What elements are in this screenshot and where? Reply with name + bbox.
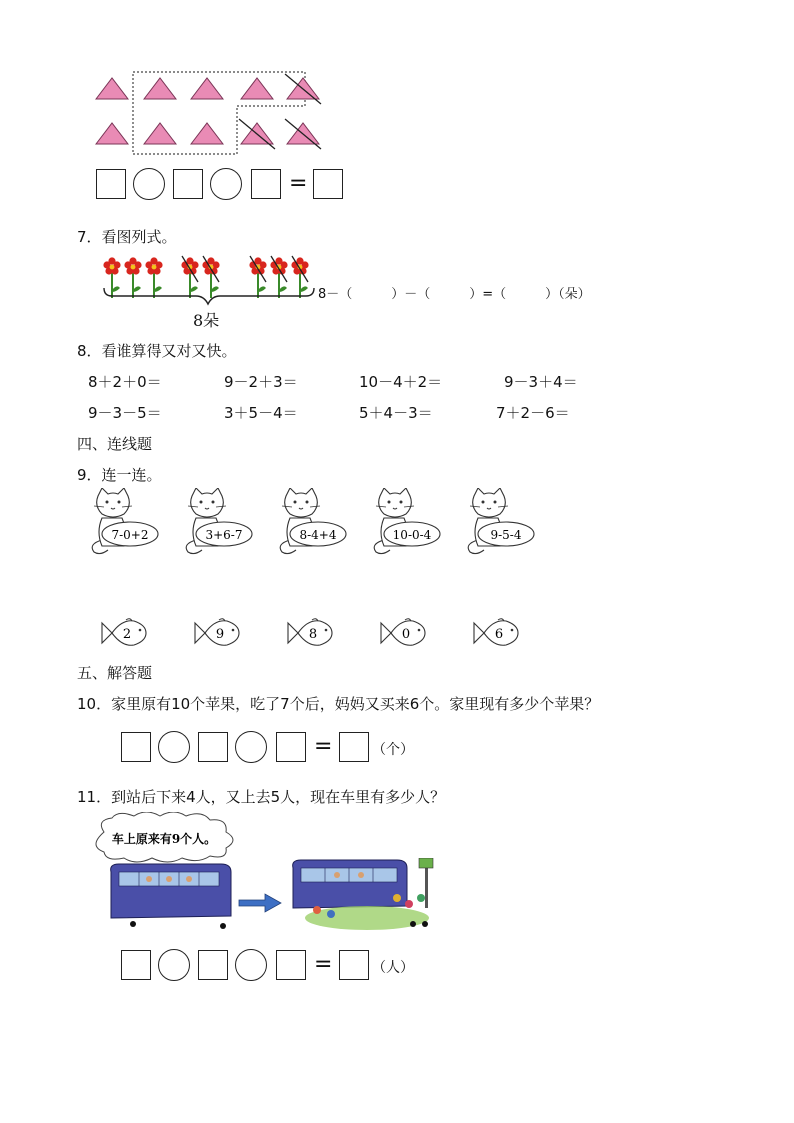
- triangle: [191, 78, 223, 99]
- expression[interactable]: 9－2＋3＝: [224, 373, 298, 391]
- fish-card-5[interactable]: [474, 619, 518, 646]
- triangle: [96, 123, 128, 144]
- fish-number: 6: [494, 627, 504, 642]
- answer-box[interactable]: [96, 169, 126, 199]
- q8-label: 8．看谁算得又对又快。: [77, 342, 237, 360]
- triangle: [144, 123, 176, 144]
- fish-card-3[interactable]: [288, 619, 332, 646]
- equals-sign: =: [314, 952, 333, 977]
- flower: [124, 257, 141, 298]
- q7-label: 7．看图列式。: [77, 228, 177, 246]
- answer-box[interactable]: [121, 732, 151, 762]
- expression[interactable]: 8＋2＋0＝: [88, 373, 162, 391]
- fish-number: 2: [122, 627, 132, 642]
- operator-circle[interactable]: [158, 731, 190, 763]
- triangle: [191, 123, 223, 144]
- operator-circle[interactable]: [235, 731, 267, 763]
- fish-number: 8: [308, 627, 318, 642]
- cat-card-3[interactable]: [280, 488, 346, 554]
- triangle: [241, 78, 273, 99]
- fish-number: 9: [215, 627, 225, 642]
- answer-box[interactable]: [121, 950, 151, 980]
- cat-expression: 8-4+4: [299, 528, 337, 542]
- bubble-text: 车上原来有9个人。: [111, 832, 217, 846]
- expression[interactable]: 7＋2－6＝: [496, 404, 570, 422]
- answer-box[interactable]: [198, 950, 228, 980]
- fish-card-2[interactable]: [195, 619, 239, 646]
- expression[interactable]: 3＋5－4＝: [224, 404, 298, 422]
- cat-expression: 10-0-4: [392, 528, 432, 542]
- answer-box[interactable]: [173, 169, 203, 199]
- crossed-triangle: [285, 119, 321, 149]
- answer-box[interactable]: [276, 732, 306, 762]
- crossed-triangle: [285, 74, 321, 104]
- triangle: [144, 78, 176, 99]
- arrow-right-icon: [239, 894, 281, 912]
- cat-card-4[interactable]: [374, 488, 440, 554]
- expression[interactable]: 5＋4－3＝: [359, 404, 433, 422]
- result-box[interactable]: [339, 950, 369, 980]
- expression[interactable]: 10－4＋2＝: [359, 373, 443, 391]
- result-box[interactable]: [313, 169, 343, 199]
- q9-label: 9．连一连。: [77, 466, 162, 484]
- result-box[interactable]: [339, 732, 369, 762]
- q11-label: 11．到站后下来4人，又上去5人，现在车里有多少人？: [77, 788, 446, 806]
- cat-expression: 9-5-4: [490, 528, 522, 542]
- unit-label: （人）: [372, 960, 414, 976]
- fish-row: [100, 617, 530, 649]
- triangle-figure: [90, 68, 340, 158]
- operator-circle[interactable]: [210, 168, 242, 200]
- cat-card-2[interactable]: [186, 488, 252, 554]
- bus-before: [111, 864, 231, 929]
- fish-number: 0: [401, 627, 411, 642]
- flower: [145, 257, 162, 298]
- expression[interactable]: 9－3－5＝: [88, 404, 162, 422]
- section-4-title: 四、连线题: [77, 435, 153, 453]
- fish-card-1[interactable]: [102, 619, 146, 646]
- answer-box[interactable]: [251, 169, 281, 199]
- bus-after: [293, 858, 433, 930]
- cat-expression: 7-0+2: [111, 528, 149, 542]
- flower: [103, 257, 120, 298]
- answer-box[interactable]: [276, 950, 306, 980]
- crossed-flowers-group-2: [249, 256, 308, 298]
- fish-card-4[interactable]: [381, 619, 425, 646]
- operator-circle[interactable]: [235, 949, 267, 981]
- cat-row: [88, 488, 558, 556]
- operator-circle[interactable]: [133, 168, 165, 200]
- cat-card-5[interactable]: [468, 488, 534, 554]
- answer-box[interactable]: [198, 732, 228, 762]
- total-flowers-label: 8朵: [193, 311, 220, 330]
- triangle: [96, 78, 128, 99]
- cat-expression: 3+6-7: [205, 528, 243, 542]
- crossed-triangle: [239, 119, 275, 149]
- bus-scene: [105, 858, 445, 936]
- q7-equation[interactable]: 8－（ ）－（ ）=（ ）（朵）: [318, 287, 591, 302]
- q10-label: 10．家里原有10个苹果，吃了7个后，妈妈又买来6个。家里现有多少个苹果？: [77, 695, 600, 713]
- crossed-flowers-group-1: [181, 256, 219, 298]
- operator-circle[interactable]: [158, 949, 190, 981]
- expression[interactable]: 9－3＋4＝: [504, 373, 578, 391]
- cat-card-1[interactable]: [92, 488, 158, 554]
- unit-label: （个）: [372, 742, 414, 758]
- section-5-title: 五、解答题: [77, 664, 153, 682]
- equals-sign: =: [289, 171, 308, 196]
- equals-sign: =: [314, 734, 333, 759]
